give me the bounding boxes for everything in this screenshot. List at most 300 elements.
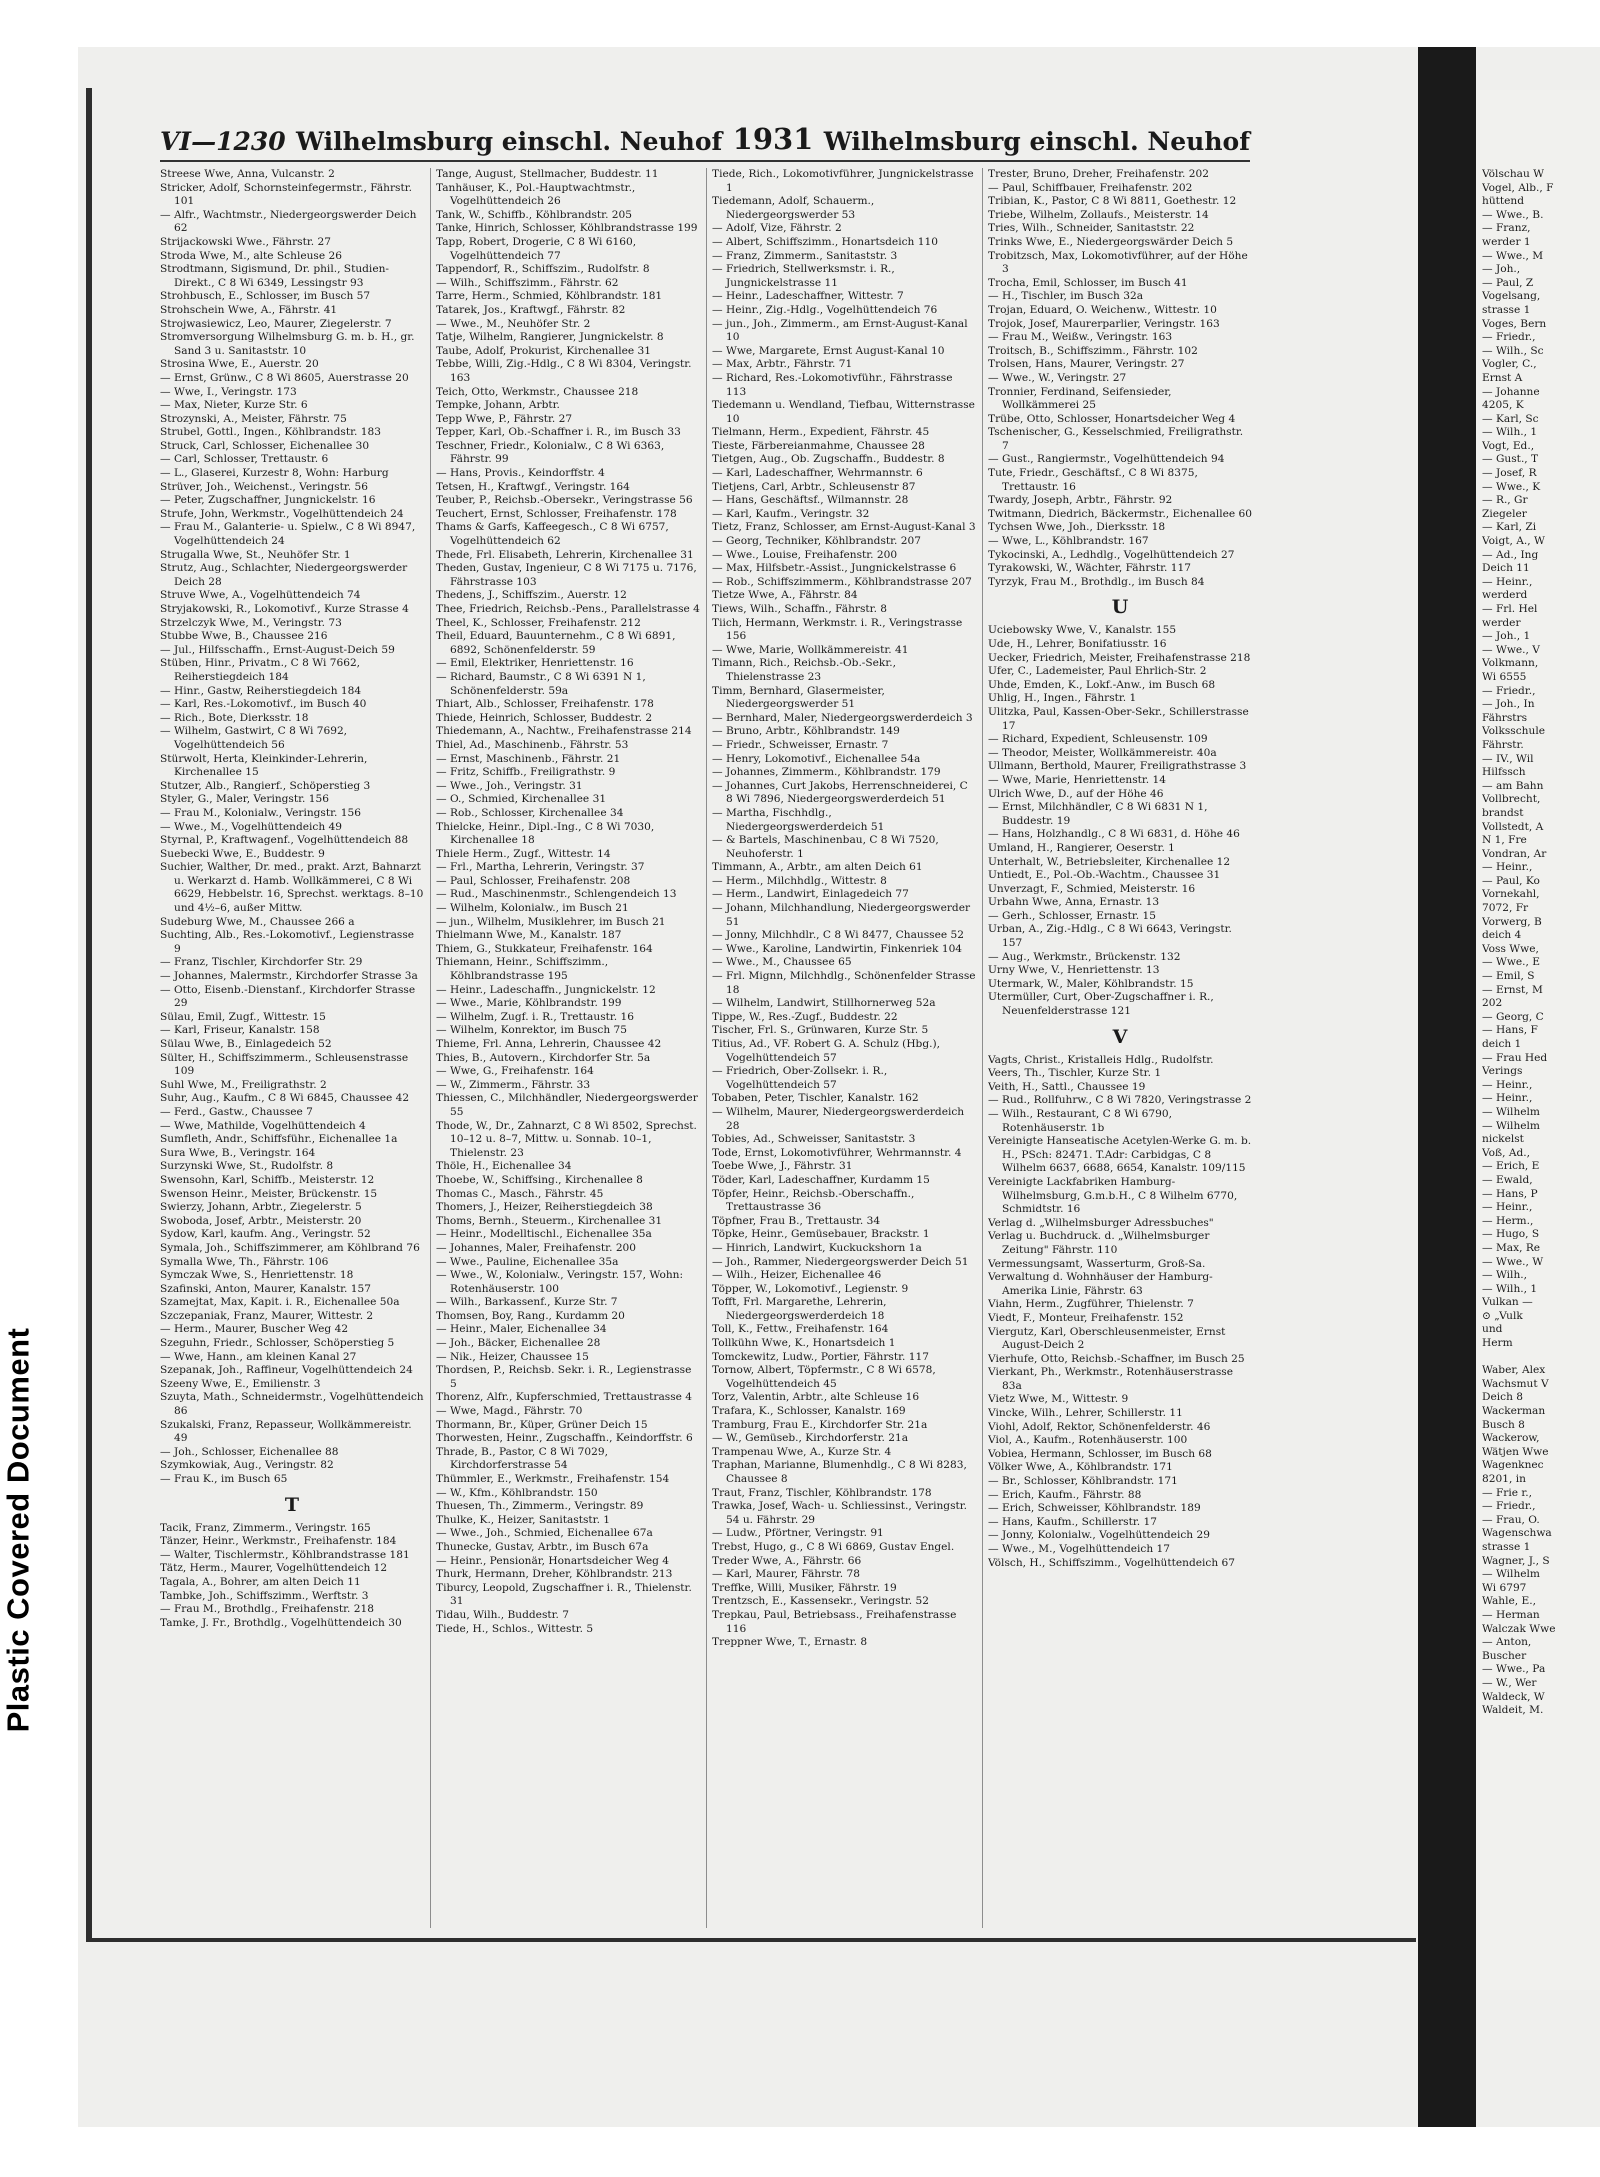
- directory-entry: Tiede, H., Schlos., Wittestr. 5: [436, 1622, 594, 1635]
- edge-fragment: Wi 6797: [1482, 1581, 1527, 1594]
- edge-fragment: Vorwerg, B: [1482, 915, 1542, 928]
- edge-fragment: Fährstr.: [1482, 738, 1524, 751]
- directory-entry: Tank, W., Schiffb., Köhlbrandstr. 205: [436, 208, 633, 221]
- directory-entry: — Max, Nieter, Kurze Str. 6: [160, 399, 308, 412]
- directory-entry: Viohl, Adolf, Rektor, Schönenfelderstr. 46: [988, 1420, 1211, 1433]
- directory-entry: — Ferd., Gastw., Chaussee 7: [160, 1105, 313, 1118]
- directory-entry: Sülter, H., Schiffszimmerm., Schleusenstrasse 109: [160, 1051, 409, 1078]
- directory-entry: — L., Glaserei, Kurzestr 8, Wohn: Harburg: [160, 467, 389, 480]
- directory-entry: — Peter, Zugschaffner, Jungnickelstr. 16: [160, 494, 376, 507]
- directory-entry: Verlag d. „Wilhelmsburger Adressbuches": [988, 1216, 1214, 1229]
- directory-entry: Strojwasiewicz, Leo, Maurer, Ziegelerstr. 7: [160, 317, 392, 330]
- directory-entry: Teschner, Friedr., Kolonialw., C 8 Wi 6363, Fährstr. 99: [436, 439, 665, 466]
- directory-entry: — Wwe., M., Vogelhüttendeich 49: [160, 820, 343, 833]
- directory-entry: — Heinr., Zig.-Hdlg., Vogelhüttendeich 76: [712, 303, 938, 316]
- directory-entry: — Wwe., M., Neuhöfer Str. 2: [436, 317, 591, 330]
- edge-fragment: — Wwe., V: [1482, 643, 1540, 656]
- directory-entry: — Hans, Kaufm., Schillerstr. 17: [988, 1515, 1157, 1528]
- directory-entry: Trampenau Wwe, A., Kurze Str. 4: [712, 1445, 892, 1458]
- directory-entry: — Joh., Rammer, Niedergeorgswerder Deich 51: [712, 1255, 969, 1268]
- directory-entry: Tarre, Herm., Schmied, Köhlbrandstr. 181: [436, 290, 663, 303]
- directory-entry: Tagala, A., Bohrer, am alten Deich 11: [160, 1575, 361, 1588]
- directory-entry: — Wwe., W., Kolonialw., Veringstr. 157, Wohn: Rotenhäuserstr. 100: [436, 1269, 684, 1295]
- directory-entry: — Hinrich, Landwirt, Kuckuckshorn 1a: [712, 1241, 922, 1254]
- directory-entry: Thiele Herm., Zugf., Wittestr. 14: [436, 847, 611, 860]
- directory-entry: — Wilhelm, Zugf. i. R., Trettaustr. 16: [436, 1010, 635, 1023]
- directory-entry: — Theodor, Meister, Wollkämmereistr. 40a: [988, 746, 1217, 759]
- directory-entry: Szepanak, Joh., Raffineur, Vogelhüttendeich 24: [160, 1364, 413, 1377]
- directory-entry: Tomckewitz, Ludw., Portier, Fährstr. 117: [712, 1350, 929, 1363]
- directory-entry: Strijackowski Wwe., Fährstr. 27: [160, 235, 331, 248]
- edge-fragment: Vondran, Ar: [1482, 847, 1547, 860]
- edge-fragment: — Wilhelm: [1482, 1105, 1540, 1118]
- directory-entry: Swoboda, Josef, Arbtr., Meisterstr. 20: [160, 1214, 362, 1227]
- edge-fragment: Völschau W: [1482, 168, 1545, 180]
- directory-entry: Unterhalt, W., Betriebsleiter, Kirchenallee 12: [988, 855, 1231, 868]
- directory-entry: Tiburcy, Leopold, Zugschaffner i. R., Thielenstr. 31: [436, 1581, 692, 1608]
- directory-entry: — Wilhelm, Konrektor, im Busch 75: [436, 1024, 628, 1037]
- directory-entry: — Ludw., Pförtner, Veringstr. 91: [712, 1527, 884, 1540]
- directory-entry: Völsch, H., Schiffszimm., Vogelhüttendeich 67: [988, 1556, 1236, 1569]
- directory-entry: — Wwe., M., Vogelhüttendeich 17: [988, 1543, 1171, 1555]
- directory-entry: — Wwe, Hann., am kleinen Kanal 27: [160, 1350, 357, 1363]
- edge-fragment: Wagenknec: [1482, 1459, 1544, 1472]
- directory-entry: — Albert, Schiffszimm., Honartsdeich 110: [712, 235, 938, 248]
- directory-entry: Strozynski, A., Meister, Fährstr. 75: [160, 412, 347, 425]
- directory-entry: — Ernst, Grünw., C 8 Wi 8605, Auerstrasse 20: [160, 371, 409, 384]
- directory-entry: — Karl, Kaufm., Veringstr. 32: [712, 507, 870, 520]
- directory-entry: Sülau Wwe, B., Einlagedeich 52: [160, 1038, 332, 1050]
- directory-entry: Urban, A., Zig.-Hdlg., C 8 Wi 6643, Veringstr. 157: [988, 923, 1232, 950]
- directory-entry: Töder, Karl, Ladeschaffner, Kurdamm 15: [712, 1173, 930, 1186]
- directory-entry: Tiedemann u. Wendland, Tiefbau, Witternstrasse 10: [712, 399, 975, 425]
- directory-entry: — Jul., Hilfsschaffn., Ernst-August-Deich 59: [160, 643, 395, 656]
- directory-entry: Styrnal, P., Kraftwagenf., Vogelhüttendeich 88: [160, 834, 409, 847]
- directory-entry: — Heinr., Ladeschaffner, Wittestr. 7: [712, 290, 904, 303]
- directory-entry: Tietze Wwe, A., Fährstr. 84: [712, 589, 858, 602]
- directory-entry: Thomsen, Boy, Rang., Kurdamm 20: [436, 1309, 625, 1322]
- edge-fragment: — Wwe., M: [1482, 249, 1544, 262]
- directory-entry: Strubel, Gottl., Ingen., Köhlbrandstr. 183: [160, 426, 381, 439]
- edge-fragment: brandst: [1482, 806, 1524, 819]
- directory-entry: — Wwe, Margarete, Ernst August-Kanal 10: [712, 344, 945, 357]
- header-title-left: Wilhelmsburg einschl. Neuhof: [296, 127, 723, 156]
- column-divider: [706, 168, 707, 1928]
- directory-entry: — Frau M., Kolonialw., Veringstr. 156: [160, 806, 361, 819]
- directory-entry: Tätz, Herm., Maurer, Vogelhüttendeich 12: [160, 1562, 388, 1575]
- edge-fragment: Vollstedt, A: [1482, 820, 1544, 833]
- directory-entry: Stryjakowski, R., Lokomotivf., Kurze Strasse 4: [160, 603, 409, 615]
- directory-entry: — Frau M., Weißw., Veringstr. 163: [988, 331, 1173, 344]
- edge-fragment: — Heinr.,: [1482, 1078, 1533, 1091]
- directory-entry: — jun., Wilhelm, Musiklehrer, im Busch 21: [436, 915, 666, 928]
- edge-fragment: — Wwe., Pa: [1482, 1663, 1546, 1676]
- directory-entry: Suchier, Walther, Dr. med., prakt. Arzt, Bahnarzt u. Werkarzt d. Hamb. Wollkämmerei, C 8 Wi 6629, Hebbelstr. 16, Sprechst. werktags. 8–10 und 4½–6, außer Mittw.: [160, 861, 424, 915]
- edge-fragment: Ernst A: [1482, 371, 1523, 384]
- directory-entry: Swierzy, Johann, Arbtr., Ziegelerstr. 5: [160, 1201, 362, 1214]
- directory-entry: Vierhufe, Otto, Reichsb.-Schaffner, im Busch 25: [988, 1352, 1245, 1365]
- edge-fragment: Wahle, E.,: [1482, 1595, 1536, 1608]
- directory-entry: — Johann, Milchhandlung, Niedergeorgswerder 51: [712, 902, 971, 928]
- directory-entry: Trojan, Eduard, O. Weichenw., Wittestr. 10: [988, 303, 1217, 316]
- directory-entry: Thurk, Hermann, Dreher, Köhlbrandstr. 213: [436, 1568, 673, 1581]
- directory-entry: Tanhäuser, K., Pol.-Hauptwachtmstr., Vogelhüttendeich 26: [436, 181, 636, 208]
- directory-entry: Thies, B., Autovern., Kirchdorfer Str. 5a: [436, 1051, 651, 1064]
- edge-fragment: Busch 8: [1482, 1418, 1525, 1431]
- edge-fragment: — Frie r.,: [1482, 1486, 1533, 1499]
- edge-fragment: — Wilh., Sc: [1482, 344, 1544, 357]
- directory-entry: Vermessungsamt, Wasserturm, Groß-Sa.: [988, 1257, 1206, 1270]
- directory-entry: — Herm., Milchhdlg., Wittestr. 8: [712, 874, 887, 887]
- directory-entry: Tute, Friedr., Geschäftsf., C 8 Wi 8375, Trettaustr. 16: [988, 467, 1198, 493]
- directory-entry: — Karl, Ladeschaffner, Wehrmannstr. 6: [712, 467, 923, 480]
- page-header: [160, 112, 1250, 156]
- directory-entry: Toebe Wwe, J., Fährstr. 31: [712, 1160, 853, 1173]
- edge-fragment: — Paul, Ko: [1482, 874, 1540, 887]
- directory-entry: Thee, Friedrich, Reichsb.-Pens., Parallelstrasse 4: [436, 603, 700, 615]
- edge-fragment: werder: [1482, 616, 1521, 629]
- directory-entry: — Georg, Techniker, Köhlbrandstr. 207: [712, 535, 921, 548]
- directory-entry: Traut, Franz, Tischler, Köhlbrandstr. 178: [712, 1486, 932, 1499]
- edge-fragment: — Karl, Zi: [1482, 521, 1537, 534]
- directory-entry: Thuesen, Th., Zimmerm., Veringstr. 89: [436, 1500, 644, 1513]
- directory-entry: Trentzsch, E., Kassensekr., Veringstr. 52: [712, 1595, 929, 1608]
- directory-entry: Tacik, Franz, Zimmerm., Veringstr. 165: [160, 1521, 371, 1534]
- directory-entry: Vagts, Christ., Kristalleis Hdlg., Rudolfstr.: [988, 1053, 1214, 1066]
- edge-fragment: — Herm.,: [1482, 1214, 1534, 1227]
- edge-fragment: deich 4: [1482, 929, 1522, 942]
- edge-fragment: — Georg, C: [1482, 1010, 1544, 1023]
- directory-entry: — Herm., Maurer, Buscher Weg 42: [160, 1323, 349, 1336]
- directory-entry: Trafara, K., Schlosser, Kanalstr. 169: [712, 1405, 906, 1418]
- directory-entry: — Wilh., Heizer, Eichenallee 46: [712, 1269, 882, 1282]
- edge-fragment: Wackerman: [1482, 1405, 1546, 1418]
- header-year: 1931: [732, 122, 814, 156]
- directory-entry: — Aug., Werkmstr., Brückenstr. 132: [988, 950, 1181, 963]
- directory-entry: Trübe, Otto, Schlosser, Honartsdeicher Weg 4: [988, 412, 1236, 425]
- directory-entry: Tiede, Rich., Lokomotivführer, Jungnickelstrasse 1: [712, 168, 974, 194]
- edge-fragment: — Wilh., 1: [1482, 1282, 1538, 1295]
- directory-entry: Szukalski, Franz, Repasseur, Wollkämmereistr. 49: [160, 1418, 412, 1445]
- edge-fragment: — Wwe., E: [1482, 956, 1541, 969]
- directory-entry: — Heinr., Maler, Eichenallee 34: [436, 1323, 607, 1336]
- directory-entry: Tiews, Wilh., Schaffn., Fährstr. 8: [712, 603, 888, 615]
- directory-entry: — Friedr., Schweisser, Ernastr. 7: [712, 738, 889, 751]
- directory-entry: — Erich, Schweisser, Köhlbrandstr. 189: [988, 1502, 1201, 1515]
- directory-entry: — Gust., Rangiermstr., Vogelhüttendeich 94: [988, 453, 1225, 466]
- directory-entry: Thieme, Frl. Anna, Lehrerin, Chaussee 42: [436, 1038, 662, 1050]
- directory-entry: Sudeburg Wwe, M., Chaussee 266 a: [160, 915, 355, 928]
- edge-fragment: Wi 6555: [1482, 670, 1527, 683]
- page-edge-shadow: [86, 88, 92, 1938]
- directory-entry: Sumfleth, Andr., Schiffsführ., Eichenallee 1a: [160, 1133, 398, 1146]
- directory-entry: — W., Zimmerm., Fährstr. 33: [436, 1078, 591, 1091]
- edge-fragment: — Frau Hed: [1482, 1051, 1548, 1064]
- edge-fragment: — W., Wer: [1482, 1676, 1537, 1689]
- directory-entry: — Max, Arbtr., Fährstr. 71: [712, 358, 853, 371]
- directory-entry: Torz, Valentin, Arbtr., alte Schleuse 16: [712, 1391, 920, 1404]
- directory-entry: Suhl Wwe, M., Freiligrathstr. 2: [160, 1078, 327, 1091]
- directory-entry: — Johannes, Curt Jakobs, Herrenschneiderei, C 8 Wi 7896, Niedergeorgswerderdeich 51: [712, 779, 968, 806]
- edge-fragment: — Franz,: [1482, 222, 1531, 235]
- directory-entry: — Rud., Maschinenmstr., Schlengendeich 13: [436, 888, 677, 901]
- directory-entry: — Gerh., Schlosser, Ernastr. 15: [988, 909, 1156, 922]
- directory-entry: Thedens, J., Schiffszim., Auerstr. 12: [436, 589, 627, 602]
- edge-fragment: — Heinr.,: [1482, 861, 1533, 874]
- directory-entry: Strohschein Wwe, A., Fährstr. 41: [160, 303, 338, 316]
- directory-entry: — Johannes, Maler, Freihafenstr. 200: [436, 1241, 637, 1254]
- directory-entry: Verwaltung d. Wohnhäuser der Hamburg-Amerika Linie, Fährstr. 63: [988, 1271, 1213, 1297]
- directory-entry: Thöle, H., Eichenallee 34: [436, 1160, 572, 1173]
- directory-entry: Viahn, Herm., Zugführer, Thielenstr. 7: [988, 1298, 1194, 1311]
- edge-fragment: Wagner, J., S: [1482, 1554, 1550, 1567]
- edge-fragment: — Wwe., W: [1482, 1255, 1544, 1268]
- directory-entry: Thiedemann, A., Nachtw., Freihafenstrasse 214: [436, 725, 692, 738]
- directory-entry: Tappendorf, R., Schiffszim., Rudolfstr. 8: [436, 263, 650, 276]
- edge-fragment: werder 1: [1482, 235, 1531, 248]
- directory-entry: Tietgen, Aug., Ob. Zugschaffn., Buddestr. 8: [712, 453, 945, 466]
- edge-fragment: Hilfssch: [1482, 766, 1526, 779]
- directory-entry: Stutzer, Alb., Rangierf., Schöperstieg 3: [160, 779, 371, 792]
- edge-fragment: deich 1: [1482, 1038, 1522, 1050]
- directory-entry: Urbahn Wwe, Anna, Ernastr. 13: [988, 896, 1160, 909]
- directory-entry: — Karl, Res.-Lokomotivf., im Busch 40: [160, 698, 367, 711]
- directory-entry: Szczepaniak, Franz, Maurer, Wittestr. 2: [160, 1309, 374, 1322]
- directory-entry: Toll, K., Fettw., Freihafenstr. 164: [712, 1323, 889, 1336]
- directory-entry: — Heinr., Ladeschaffn., Jungnickelstr. 12: [436, 983, 656, 996]
- edge-fragment: strasse 1: [1482, 303, 1531, 316]
- directory-entry: Tetsen, H., Kraftwgf., Veringstr. 164: [436, 480, 630, 493]
- edge-fragment: — Friedr.,: [1482, 684, 1536, 697]
- edge-fragment: — Joh., 1: [1482, 630, 1531, 643]
- edge-fragment: — Karl, Sc: [1482, 412, 1539, 425]
- directory-entry: — Hans, Geschäftsf., Wilmannstr. 28: [712, 494, 909, 507]
- directory-entry: Tode, Ernst, Lokomotivführer, Wehrmannstr. 4: [712, 1146, 962, 1159]
- edge-fragment: — Wwe., K: [1482, 480, 1541, 493]
- directory-entry: Thorenz, Alfr., Kupferschmied, Trettaustrasse 4: [436, 1391, 693, 1404]
- column-2: [436, 168, 700, 1928]
- directory-entry: Vobiea, Hermann, Schlosser, im Busch 68: [988, 1447, 1212, 1460]
- directory-entry: — Wwe, I., Veringstr. 173: [160, 385, 297, 398]
- directory-entry: Teuchert, Ernst, Schlosser, Freihafenstr. 178: [436, 507, 677, 520]
- edge-fragment: — Max, Re: [1482, 1241, 1541, 1254]
- directory-entry: — Paul, Schiffbauer, Freihafenstr. 202: [988, 181, 1193, 194]
- directory-entry: Tietjens, Carl, Arbtr., Schleusenstr 87: [712, 480, 916, 493]
- directory-entry: — Wwe, Marie, Henriettenstr. 14: [988, 773, 1167, 786]
- edge-fragment: — Emil, S: [1482, 970, 1535, 983]
- directory-entry: — Joh., Schlosser, Eichenallee 88: [160, 1445, 339, 1458]
- header-rule: [160, 160, 1250, 162]
- directory-entry: Timm, Bernhard, Glasermeister, Niedergeorgswerder 51: [712, 684, 885, 711]
- edge-fragment: 4205, K: [1482, 399, 1524, 412]
- directory-entry: Thulke, K., Heizer, Sanitaststr. 1: [436, 1513, 611, 1526]
- edge-fragment: 7072, Fr: [1482, 902, 1529, 915]
- directory-entry: Thümmler, E., Werkmstr., Freihafenstr. 154: [436, 1473, 670, 1485]
- directory-entry: — W., Kfm., Köhlbrandstr. 150: [436, 1486, 598, 1499]
- directory-entry: Theil, Eduard, Bauunternehm., C 8 Wi 6891, 6892, Schönenfelderstr. 59: [436, 630, 676, 656]
- directory-entry: Tapp, Robert, Drogerie, C 8 Wi 6160, Vogelhüttendeich 77: [436, 235, 637, 262]
- directory-entry: Thede, Frl. Elisabeth, Lehrerin, Kirchenallee 31: [436, 548, 694, 561]
- header-title-right: Wilhelmsburg einschl. Neuhof: [823, 127, 1250, 156]
- directory-entry: Tribian, K., Pastor, C 8 Wi 8811, Goethestr. 12: [988, 195, 1237, 208]
- directory-entry: Ullmann, Berthold, Maurer, Freiligrathstrasse 3: [988, 760, 1247, 773]
- directory-entry: Szuyta, Math., Schneidermstr., Vogelhüttendeich 86: [160, 1391, 424, 1418]
- section-letter: V: [1112, 1025, 1128, 1048]
- directory-entry: Ulitzka, Paul, Kassen-Ober-Sekr., Schillerstrasse 17: [988, 705, 1249, 732]
- directory-entry: Tobaben, Peter, Tischler, Kanalstr. 162: [712, 1092, 919, 1105]
- edge-fragment: — Wilhelm: [1482, 1119, 1540, 1132]
- directory-entry: Traphan, Marianne, Blumenhdlg., C 8 Wi 8283, Chaussee 8: [712, 1459, 967, 1485]
- directory-entry: — Br., Schlosser, Köhlbrandstr. 171: [988, 1475, 1178, 1488]
- directory-entry: — Wwe, L., Köhlbrandstr. 167: [988, 535, 1149, 548]
- directory-entry: Trawka, Josef, Wach- u. Schliessinst., Veringstr. 54 u. Fährstr. 29: [712, 1500, 968, 1526]
- directory-entry: — Joh., Bäcker, Eichenallee 28: [436, 1337, 601, 1350]
- directory-entry: Tidau, Wilh., Buddestr. 7: [436, 1608, 570, 1621]
- edge-fragment: [1482, 1351, 1600, 1365]
- directory-entry: — Wwe., Joh., Schmied, Eichenallee 67a: [436, 1527, 653, 1540]
- directory-entry: — Erich, Kaufm., Fährstr. 88: [988, 1488, 1142, 1501]
- directory-entry: Strosina Wwe, E., Auerstr. 20: [160, 358, 319, 371]
- directory-entry: — Wwe, G., Freihafenstr. 164: [436, 1065, 594, 1078]
- directory-entry: Szeguhn, Friedr., Schlosser, Schöperstieg 5: [160, 1337, 395, 1350]
- directory-entry: Styler, G., Maler, Veringstr. 156: [160, 793, 329, 806]
- directory-entry: Strohbusch, E., Schlosser, im Busch 57: [160, 290, 371, 303]
- edge-fragment: werderd: [1482, 589, 1528, 602]
- directory-entry: — Rob., Schiffszimmerm., Köhlbrandstrasse 207: [712, 575, 972, 588]
- directory-entry: Thormann, Br., Küper, Grüner Deich 15: [436, 1418, 648, 1431]
- edge-fragment: Volksschule: [1482, 725, 1545, 738]
- directory-entry: Timmann, A., Arbtr., am alten Deich 61: [712, 861, 923, 874]
- directory-entry: Thorwesten, Heinr., Zugschaffn., Keindorffstr. 6: [436, 1432, 693, 1445]
- directory-entry: Strodtmann, Sigismund, Dr. phil., Studien-Direkt., C 8 Wi 6349, Lessingstr 93: [160, 263, 389, 289]
- section-letter: T: [284, 1493, 300, 1516]
- side-label-text: Plastic Covered Document: [0, 1327, 36, 1733]
- edge-fragment: hüttend: [1482, 195, 1525, 208]
- directory-entry: Tänzer, Heinr., Werkmstr., Freihafenstr. 184: [160, 1535, 397, 1548]
- directory-entry: Vereinigte Hanseatische Acetylen-Werke G. m. b. H., PSch: 82471. T.Adr: Carbidgas, C 8 Wilhelm 6637, 6688, 6654, Kanalstr. 109/115: [988, 1135, 1252, 1175]
- directory-entry: — Carl, Schlosser, Trettaustr. 6: [160, 453, 329, 466]
- directory-entry: — Johannes, Zimmerm., Köhlbrandstr. 179: [712, 766, 941, 779]
- directory-entry: — Emil, Elektriker, Henriettenstr. 16: [436, 657, 634, 670]
- edge-fragment: — Frl. Hel: [1482, 603, 1538, 615]
- directory-entry: — W., Gemüseb., Kirchdorferstr. 21a: [712, 1432, 909, 1445]
- edge-fragment: — Heinr.,: [1482, 1201, 1533, 1214]
- directory-entry: Stricker, Adolf, Schornsteinfegermstr., Fährstr. 101: [160, 181, 412, 208]
- directory-entry: Thomas C., Masch., Fährstr. 45: [436, 1187, 604, 1200]
- directory-entry: Struck, Carl, Schlosser, Eichenallee 30: [160, 439, 370, 452]
- directory-entry: Strzelczyk Wwe, M., Veringstr. 73: [160, 616, 342, 629]
- directory-entry: Töpper, W., Lokomotivf., Legienstr. 9: [712, 1282, 909, 1295]
- scan-border-dark: [1418, 47, 1476, 2127]
- directory-entry: Szeeny Wwe, E., Emilienstr. 3: [160, 1377, 321, 1390]
- edge-fragment: — Joh.,: [1482, 263, 1521, 276]
- directory-entry: — Frau M., Galanterie- u. Spielw., C 8 Wi 8947, Vogelhüttendeich 24: [160, 521, 416, 548]
- column-1: [160, 168, 424, 1928]
- directory-entry: Symala, Joh., Schiffszimmerer, am Köhlbrand 76: [160, 1241, 420, 1254]
- section-letter: U: [1111, 596, 1129, 619]
- edge-fragment: Vollbrecht,: [1482, 793, 1541, 806]
- directory-entry: Szamejtat, Max, Kapit. i. R., Eichenallee 50a: [160, 1296, 400, 1309]
- directory-entry: — Wilhelm, Gastwirt, C 8 Wi 7692, Vogelhüttendeich 56: [160, 725, 348, 751]
- directory-entry: Uciebowsky Wwe, V., Kanalstr. 155: [988, 624, 1177, 637]
- directory-entry: Trepkau, Paul, Betriebsass., Freihafenstrasse 116: [712, 1608, 957, 1635]
- edge-fragment: — Ernst, M: [1482, 983, 1543, 996]
- directory-entry: Suebecki Wwe, E., Buddestr. 9: [160, 847, 325, 860]
- directory-entry: Tielmann, Herm., Expedient, Fährstr. 45: [712, 426, 930, 439]
- edge-fragment: — Wilhelm: [1482, 1568, 1540, 1581]
- edge-fragment: — Heinr.,: [1482, 575, 1533, 588]
- directory-entry: — Wilhelm, Kolonialw., im Busch 21: [436, 902, 629, 915]
- directory-entry: Trocha, Emil, Schlosser, im Busch 41: [988, 276, 1188, 289]
- directory-entry: Tebbe, Willi, Zig.-Hdlg., C 8 Wi 8304, Veringstr. 163: [436, 358, 692, 384]
- directory-entry: Völker Wwe, A., Köhlbrandstr. 171: [988, 1461, 1173, 1474]
- directory-entry: Utermüller, Curt, Ober-Zugschaffner i. R., Neuenfelderstrasse 121: [988, 991, 1214, 1018]
- directory-entry: — Max, Hilfsbetr.-Assist., Jungnickelstrasse 6: [712, 562, 957, 575]
- directory-entry: — Alfr., Wachtmstr., Niedergeorgswerder Deich 62: [160, 208, 417, 235]
- directory-entry: Trojok, Josef, Maurerparlier, Veringstr. 163: [988, 317, 1220, 330]
- directory-entry: Thode, W., Dr., Zahnarzt, C 8 Wi 8502, Sprechst. 10–12 u. 8–7, Mittw. u. Sonnab. 10–1, Thielenstr. 23: [436, 1119, 697, 1159]
- edge-fragment: Deich 8: [1482, 1391, 1524, 1404]
- directory-entry: Tatje, Wilhelm, Rangierer, Jungnickelstr. 8: [436, 331, 664, 344]
- directory-entry: Thiessen, C., Milchhändler, Niedergeorgswerder 55: [436, 1092, 698, 1118]
- directory-entry: Teuber, P., Reichsb.-Obersekr., Veringstrasse 56: [436, 494, 693, 507]
- edge-fragment: — Erich, E: [1482, 1160, 1540, 1173]
- directory-entry: Tyrakowski, W., Wächter, Fährstr. 117: [988, 562, 1191, 575]
- directory-entry: — Wwe, Marie, Wollkämmereistr. 41: [712, 643, 909, 656]
- edge-fragment: Vogler, C.,: [1482, 358, 1537, 371]
- directory-entry: Viergutz, Karl, Oberschleusenmeister, Ernst August-Deich 2: [988, 1325, 1226, 1352]
- edge-fragment: — Joh., In: [1482, 698, 1535, 711]
- directory-entry: Veers, Th., Tischler, Kurze Str. 1: [988, 1067, 1162, 1080]
- directory-entry: — Frau M., Brothdlg., Freihafenstr. 218: [160, 1603, 374, 1616]
- directory-entry: — Bruno, Arbtr., Köhlbrandstr. 149: [712, 725, 900, 738]
- directory-entry: Tollkühn Wwe, K., Honartsdeich 1: [712, 1337, 896, 1350]
- edge-fragment: Vogt, Ed.,: [1482, 439, 1535, 452]
- directory-entry: — Martha, Fischhdlg., Niedergeorgswerderdeich 51: [712, 806, 885, 833]
- directory-entry: Sülau, Emil, Zugf., Wittestr. 15: [160, 1010, 326, 1023]
- directory-entry: Tiedemann, Adolf, Schauerm., Niedergeorgswerder 53: [712, 195, 875, 221]
- edge-fragment: strasse 1: [1482, 1540, 1531, 1553]
- directory-entry: Treppner Wwe, T., Ernastr. 8: [712, 1636, 868, 1649]
- edge-fragment: 202: [1482, 997, 1503, 1010]
- edge-fragment: nickelst: [1482, 1133, 1524, 1146]
- directory-entry: Tramburg, Frau E., Kirchdorfer Str. 21a: [712, 1418, 928, 1431]
- directory-entry: Timann, Rich., Reichsb.-Ob.-Sekr., Thielenstrasse 23: [712, 657, 896, 683]
- directory-entry: — Walter, Tischlermstr., Köhlbrandstrasse 181: [160, 1548, 410, 1561]
- directory-entry: — Frl., Martha, Lehrerin, Veringstr. 37: [436, 861, 645, 874]
- directory-entry: Thiede, Heinrich, Schlosser, Buddestr. 2: [436, 711, 653, 724]
- edge-fragment: Voges, Bern: [1482, 317, 1547, 330]
- side-label: [0, 1270, 36, 1790]
- directory-entry: Utermark, W., Maler, Köhlbrandstr. 15: [988, 977, 1194, 990]
- directory-entry: Twardy, Joseph, Arbtr., Fährstr. 92: [988, 494, 1173, 507]
- directory-entry: — & Bartels, Maschinenbau, C 8 Wi 7520, Neuhoferstr. 1: [712, 834, 939, 860]
- directory-entry: Trobitzsch, Max, Lokomotivführer, auf der Höhe 3: [988, 249, 1248, 276]
- directory-entry: Tischer, Frl. S., Grünwaren, Kurze Str. 5: [712, 1024, 929, 1037]
- column-divider: [982, 168, 983, 1928]
- directory-entry: Thoms, Bernh., Steuerm., Kirchenallee 31: [436, 1214, 663, 1227]
- directory-entry: Uecker, Friedrich, Meister, Freihafenstrasse 218: [988, 651, 1251, 664]
- directory-entry: Tange, August, Stellmacher, Buddestr. 11: [436, 168, 659, 180]
- directory-entry: Trester, Bruno, Dreher, Freihafenstr. 202: [988, 168, 1209, 180]
- edge-fragment: — Josef, R: [1482, 467, 1537, 480]
- directory-entry: Tobies, Ad., Schweisser, Sanitaststr. 3: [712, 1133, 916, 1146]
- directory-entry: Tietz, Franz, Schlosser, am Ernst-August-Kanal 3: [712, 521, 976, 534]
- directory-entry: Veith, H., Sattl., Chaussee 19: [988, 1080, 1146, 1093]
- directory-entry: Untiedt, E., Pol.-Ob.-Wachtm., Chaussee 31: [988, 869, 1221, 882]
- directory-entry: Tepp Wwe, P., Fährstr. 27: [436, 412, 573, 425]
- directory-entry: Vierkant, Ph., Werkmstr., Rotenhäuserstrasse 83a: [988, 1366, 1233, 1392]
